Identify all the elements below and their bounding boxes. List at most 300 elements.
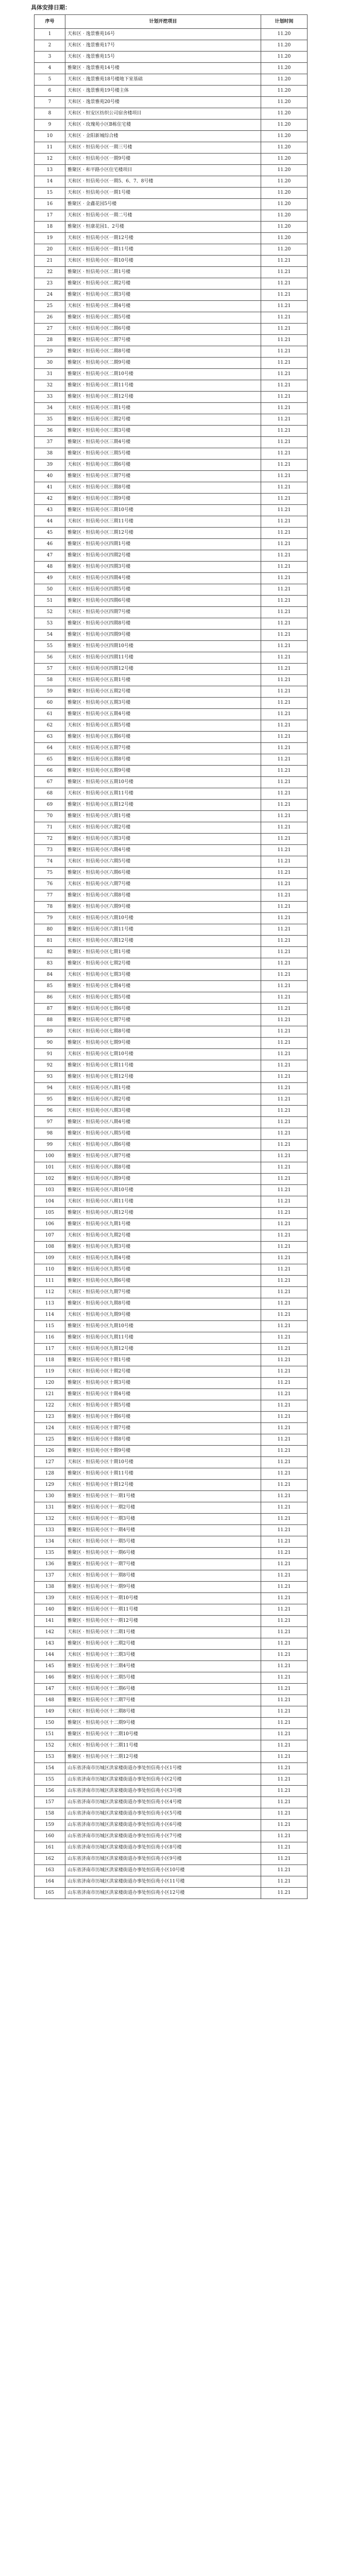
table-row <box>35 1060 308 1072</box>
row-index: 31 <box>35 369 65 380</box>
row-project: 天和区 · 恒信苑小区二期6号楼 <box>65 324 261 335</box>
row-project: 雅聚区 · 恒信苑小区八期2号楼 <box>65 1094 261 1106</box>
table-row <box>35 210 308 222</box>
row-date: 11.21 <box>261 754 308 766</box>
row-index: 118 <box>35 1355 65 1366</box>
row-date: 11.21 <box>261 426 308 437</box>
table-row <box>35 1310 308 1321</box>
table-row <box>35 856 308 868</box>
table-row <box>35 992 308 1004</box>
row-project: 雅聚区 · 恒信苑小区三期2号楼 <box>65 414 261 426</box>
row-index: 32 <box>35 380 65 392</box>
row-index: 49 <box>35 573 65 584</box>
table-row <box>35 732 308 743</box>
table-row <box>35 1831 308 1842</box>
table-body <box>35 29 308 1899</box>
row-project: 雅聚区 · 恒信苑小区二期10号楼 <box>65 369 261 380</box>
table-row <box>35 1026 308 1038</box>
table-row <box>35 74 308 86</box>
row-project: 天和区 · 恒信苑小区五期7号楼 <box>65 743 261 754</box>
row-date: 11.21 <box>261 811 308 822</box>
table-row <box>35 743 308 754</box>
row-index: 95 <box>35 1094 65 1106</box>
row-date: 11.21 <box>261 1230 308 1242</box>
table-row <box>35 358 308 369</box>
row-index: 76 <box>35 879 65 890</box>
row-index: 136 <box>35 1559 65 1570</box>
row-date: 11.21 <box>261 1446 308 1457</box>
row-date: 11.21 <box>261 1287 308 1298</box>
table-row <box>35 233 308 244</box>
row-index: 24 <box>35 290 65 301</box>
row-project: 天和区 · 恒信苑小区十期10号楼 <box>65 1457 261 1468</box>
row-index: 146 <box>35 1672 65 1684</box>
row-date: 11.21 <box>261 1389 308 1400</box>
table-row <box>35 1400 308 1412</box>
row-date: 11.21 <box>261 403 308 414</box>
row-date: 11.21 <box>261 1740 308 1752</box>
row-project: 雅聚区 · 恒信苑小区六期1号楼 <box>65 811 261 822</box>
row-date: 11.21 <box>261 618 308 630</box>
row-date: 11.21 <box>261 290 308 301</box>
table-row <box>35 902 308 913</box>
table-row <box>35 936 308 947</box>
row-date: 11.21 <box>261 369 308 380</box>
row-project: 雅聚区 · 恒信苑小区二期2号楼 <box>65 278 261 290</box>
row-date: 11.21 <box>261 822 308 834</box>
row-project: 雅聚区 · 恒信苑小区五期12号楼 <box>65 800 261 811</box>
table-row <box>35 596 308 607</box>
table-row <box>35 573 308 584</box>
table-row <box>35 1457 308 1468</box>
table-row <box>35 1174 308 1185</box>
row-date: 11.21 <box>261 562 308 573</box>
row-project: 天和区 · 玫瑰苑小区B栋住宅楼 <box>65 120 261 131</box>
row-index: 100 <box>35 1151 65 1162</box>
row-index: 93 <box>35 1072 65 1083</box>
table-row <box>35 97 308 108</box>
row-index: 120 <box>35 1378 65 1389</box>
row-date: 11.21 <box>261 1876 308 1888</box>
row-index: 91 <box>35 1049 65 1060</box>
table-row <box>35 1253 308 1264</box>
row-index: 75 <box>35 868 65 879</box>
table-row <box>35 244 308 256</box>
table-row <box>35 142 308 154</box>
row-date: 11.21 <box>261 879 308 890</box>
table-row <box>35 777 308 788</box>
row-index: 5 <box>35 74 65 86</box>
row-date: 11.21 <box>261 505 308 516</box>
table-row <box>35 1015 308 1026</box>
row-date: 11.21 <box>261 845 308 856</box>
row-date: 11.21 <box>261 1616 308 1627</box>
row-index: 125 <box>35 1434 65 1446</box>
row-index: 58 <box>35 675 65 686</box>
row-date: 11.21 <box>261 1536 308 1548</box>
row-index: 107 <box>35 1230 65 1242</box>
table-row <box>35 86 308 97</box>
table-row <box>35 652 308 664</box>
table-row <box>35 1786 308 1797</box>
row-index: 8 <box>35 108 65 120</box>
row-index: 48 <box>35 562 65 573</box>
row-date: 11.21 <box>261 1684 308 1695</box>
row-project: 雅聚区 · 恒信苑小区三期5号楼 <box>65 448 261 460</box>
row-date: 11.21 <box>261 1638 308 1650</box>
row-index: 126 <box>35 1446 65 1457</box>
table-row <box>35 1242 308 1253</box>
table-row <box>35 267 308 278</box>
row-date: 11.21 <box>261 584 308 596</box>
row-date: 11.21 <box>261 1604 308 1616</box>
row-date: 11.21 <box>261 686 308 698</box>
row-date: 11.21 <box>261 1854 308 1865</box>
row-project: 雅聚区 · 恒信苑小区六期8号楼 <box>65 890 261 902</box>
table-row <box>35 1604 308 1616</box>
row-index: 66 <box>35 766 65 777</box>
row-project: 天和区 · 逸景雅苑15号 <box>65 52 261 63</box>
row-project: 天和区 · 恒信苑小区三期11号楼 <box>65 516 261 528</box>
row-date: 11.21 <box>261 1219 308 1230</box>
table-row <box>35 607 308 618</box>
row-project: 天和区 · 恒信苑小区九期9号楼 <box>65 1310 261 1321</box>
row-date: 11.21 <box>261 392 308 403</box>
row-index: 38 <box>35 448 65 460</box>
table-row <box>35 1593 308 1604</box>
row-project: 雅聚区 · 恒信苑小区十二期2号楼 <box>65 1638 261 1650</box>
row-index: 37 <box>35 437 65 448</box>
table-row <box>35 1083 308 1094</box>
row-project: 雅聚区 · 恒信苑小区十二期7号楼 <box>65 1695 261 1706</box>
table-row <box>35 1888 308 1899</box>
row-date: 11.21 <box>261 482 308 494</box>
row-date: 11.20 <box>261 131 308 142</box>
row-date: 11.21 <box>261 607 308 618</box>
row-index: 145 <box>35 1661 65 1672</box>
table-row <box>35 1366 308 1378</box>
row-project: 天和区 · 恒信苑小区七期10号楼 <box>65 1049 261 1060</box>
table-row <box>35 1434 308 1446</box>
row-project: 天和区 · 恒信苑小区三期1号楼 <box>65 403 261 414</box>
table-row <box>35 1616 308 1627</box>
table-row <box>35 108 308 120</box>
row-project: 雅聚区 · 恒信苑小区十一期6号楼 <box>65 1548 261 1559</box>
row-date: 11.21 <box>261 596 308 607</box>
row-date: 11.21 <box>261 1865 308 1876</box>
table-row <box>35 754 308 766</box>
row-project: 雅聚区 · 恒信苑小区十一期2号楼 <box>65 1502 261 1514</box>
row-date: 11.21 <box>261 1627 308 1638</box>
row-project: 雅聚区 · 恒信苑小区十二期10号楼 <box>65 1729 261 1740</box>
row-project: 雅聚区 · 恒信苑小区八期5号楼 <box>65 1128 261 1140</box>
row-index: 79 <box>35 913 65 924</box>
row-project: 雅聚区 · 恒信苑小区十一期4号楼 <box>65 1525 261 1536</box>
table-row <box>35 1480 308 1491</box>
row-project: 雅聚区 · 恒信苑小区二期3号楼 <box>65 290 261 301</box>
row-date: 11.21 <box>261 267 308 278</box>
table-row <box>35 448 308 460</box>
row-date: 11.21 <box>261 1559 308 1570</box>
row-index: 11 <box>35 142 65 154</box>
table-row <box>35 199 308 210</box>
row-project: 雅聚区 · 恒信苑小区四期10号楼 <box>65 641 261 652</box>
row-date: 11.20 <box>261 210 308 222</box>
row-date: 11.21 <box>261 709 308 720</box>
table-row <box>35 1638 308 1650</box>
table-row <box>35 913 308 924</box>
row-date: 11.21 <box>261 1831 308 1842</box>
table-row <box>35 278 308 290</box>
table-row <box>35 1264 308 1276</box>
row-date: 11.21 <box>261 1332 308 1344</box>
row-project: 雅聚区 · 恒信苑小区十期6号楼 <box>65 1412 261 1423</box>
row-index: 103 <box>35 1185 65 1196</box>
row-date: 11.21 <box>261 1310 308 1321</box>
row-index: 3 <box>35 52 65 63</box>
row-date: 11.21 <box>261 1049 308 1060</box>
row-date: 11.21 <box>261 1253 308 1264</box>
table-row <box>35 1514 308 1525</box>
row-date: 11.20 <box>261 188 308 199</box>
row-project: 天和区 · 恒信苑小区八期8号楼 <box>65 1162 261 1174</box>
table-row <box>35 1185 308 1196</box>
table-row <box>35 766 308 777</box>
row-project: 雅聚区 · 恒信苑小区五期10号楼 <box>65 777 261 788</box>
row-date: 11.21 <box>261 1174 308 1185</box>
row-index: 55 <box>35 641 65 652</box>
row-date: 11.20 <box>261 86 308 97</box>
table-row <box>35 29 308 40</box>
table-row <box>35 845 308 856</box>
row-date: 11.21 <box>261 380 308 392</box>
row-date: 11.21 <box>261 1570 308 1582</box>
row-index: 106 <box>35 1219 65 1230</box>
table-row <box>35 618 308 630</box>
table-row <box>35 1412 308 1423</box>
row-index: 122 <box>35 1400 65 1412</box>
row-date: 11.21 <box>261 1344 308 1355</box>
row-index: 28 <box>35 335 65 346</box>
table-row <box>35 1695 308 1706</box>
row-index: 137 <box>35 1570 65 1582</box>
row-project: 天和区 · 恒信苑小区十二期11号楼 <box>65 1740 261 1752</box>
row-index: 156 <box>35 1786 65 1797</box>
row-index: 128 <box>35 1468 65 1480</box>
row-index: 92 <box>35 1060 65 1072</box>
row-date: 11.21 <box>261 856 308 868</box>
row-project: 天和区 · 逸景雅苑19号楼主体 <box>65 86 261 97</box>
row-index: 9 <box>35 120 65 131</box>
row-date: 11.21 <box>261 528 308 539</box>
row-project: 雅聚区 · 恒信苑小区二期11号楼 <box>65 380 261 392</box>
row-date: 11.21 <box>261 947 308 958</box>
row-index: 6 <box>35 86 65 97</box>
row-project: 雅聚区 · 恒信苑小区九期8号楼 <box>65 1298 261 1310</box>
table-row <box>35 120 308 131</box>
row-index: 151 <box>35 1729 65 1740</box>
row-date: 11.21 <box>261 1888 308 1899</box>
row-date: 11.20 <box>261 154 308 165</box>
row-date: 11.21 <box>261 743 308 754</box>
row-index: 155 <box>35 1774 65 1786</box>
row-date: 11.21 <box>261 675 308 686</box>
row-project: 天和区 · 恒信苑小区十期12号楼 <box>65 1480 261 1491</box>
row-index: 148 <box>35 1695 65 1706</box>
row-date: 11.21 <box>261 1026 308 1038</box>
row-index: 43 <box>35 505 65 516</box>
row-project: 雅聚区 · 恒信苑小区五期3号楼 <box>65 698 261 709</box>
row-project: 山东省济南市历城区洪家楼街道办事处恒信苑小区5号楼 <box>65 1808 261 1820</box>
row-index: 115 <box>35 1321 65 1332</box>
row-date: 11.21 <box>261 1650 308 1661</box>
row-project: 雅聚区 · 恒信苑小区七期9号楼 <box>65 1038 261 1049</box>
table-row <box>35 63 308 74</box>
row-date: 11.21 <box>261 312 308 324</box>
row-index: 45 <box>35 528 65 539</box>
row-index: 81 <box>35 936 65 947</box>
row-date: 11.21 <box>261 1140 308 1151</box>
row-date: 11.21 <box>261 698 308 709</box>
row-date: 11.21 <box>261 516 308 528</box>
row-project: 雅聚区 · 恒信苑小区四期3号楼 <box>65 562 261 573</box>
row-index: 23 <box>35 278 65 290</box>
row-index: 135 <box>35 1548 65 1559</box>
row-project: 雅聚区 · 恒信苑小区七期11号楼 <box>65 1060 261 1072</box>
row-date: 11.21 <box>261 1378 308 1389</box>
row-project: 雅聚区 · 恒信苑小区三期3号楼 <box>65 426 261 437</box>
table-row <box>35 879 308 890</box>
row-index: 88 <box>35 1015 65 1026</box>
row-date: 11.21 <box>261 358 308 369</box>
row-date: 11.21 <box>261 346 308 358</box>
row-index: 44 <box>35 516 65 528</box>
row-index: 51 <box>35 596 65 607</box>
table-row <box>35 1650 308 1661</box>
table-row <box>35 505 308 516</box>
row-date: 11.20 <box>261 244 308 256</box>
row-date: 11.21 <box>261 1038 308 1049</box>
row-project: 山东省济南市历城区洪家楼街道办事处恒信苑小区6号楼 <box>65 1820 261 1831</box>
row-project: 天和区 · 恒信苑小区一期10号楼 <box>65 256 261 267</box>
table-row <box>35 1820 308 1831</box>
row-date: 11.21 <box>261 1298 308 1310</box>
row-index: 36 <box>35 426 65 437</box>
row-index: 25 <box>35 301 65 312</box>
row-date: 11.21 <box>261 641 308 652</box>
row-index: 141 <box>35 1616 65 1627</box>
table-row <box>35 1570 308 1582</box>
row-project: 雅聚区 · 恒信苑小区十期3号楼 <box>65 1378 261 1389</box>
row-date: 11.20 <box>261 97 308 108</box>
row-project: 山东省济南市历城区洪家楼街道办事处恒信苑小区8号楼 <box>65 1842 261 1854</box>
row-project: 山东省济南市历城区洪家楼街道办事处恒信苑小区12号楼 <box>65 1888 261 1899</box>
row-project: 天和区 · 恒信苑小区六期5号楼 <box>65 856 261 868</box>
row-project: 雅聚区 · 金鑫花园5号楼 <box>65 199 261 210</box>
row-project: 天和区 · 恒信苑小区十一期10号楼 <box>65 1593 261 1604</box>
row-project: 雅聚区 · 逸景雅苑14号楼 <box>65 63 261 74</box>
row-project: 山东省济南市历城区洪家楼街道办事处恒信苑小区9号楼 <box>65 1854 261 1865</box>
row-date: 11.21 <box>261 890 308 902</box>
row-index: 117 <box>35 1344 65 1355</box>
row-date: 11.20 <box>261 120 308 131</box>
row-project: 天和区 · 恒信苑小区九期12号楼 <box>65 1344 261 1355</box>
row-project: 天和区 · 恒信苑小区四期7号楼 <box>65 607 261 618</box>
row-date: 11.21 <box>261 1151 308 1162</box>
row-project: 雅聚区 · 恒信苑小区十二期9号楼 <box>65 1718 261 1729</box>
row-date: 11.21 <box>261 278 308 290</box>
table-row <box>35 1321 308 1332</box>
row-date: 11.21 <box>261 958 308 970</box>
table-row <box>35 1808 308 1820</box>
table-row <box>35 528 308 539</box>
table-row <box>35 1140 308 1151</box>
table-row <box>35 1004 308 1015</box>
row-index: 111 <box>35 1276 65 1287</box>
column-header-date: 计划时间 <box>261 15 308 29</box>
row-date: 11.21 <box>261 460 308 471</box>
row-project: 雅聚区 · 恒信苑小区三期9号楼 <box>65 494 261 505</box>
row-date: 11.21 <box>261 1774 308 1786</box>
table-row <box>35 131 308 142</box>
table-row <box>35 630 308 641</box>
row-date: 11.21 <box>261 788 308 800</box>
table-row <box>35 426 308 437</box>
table-row <box>35 222 308 233</box>
row-date: 11.21 <box>261 1015 308 1026</box>
table-row <box>35 1865 308 1876</box>
row-date: 11.21 <box>261 1502 308 1514</box>
row-project: 山东省济南市历城区洪家楼街道办事处恒信苑小区7号楼 <box>65 1831 261 1842</box>
table-row <box>35 176 308 188</box>
table-row <box>35 460 308 471</box>
row-index: 63 <box>35 732 65 743</box>
table-row <box>35 1718 308 1729</box>
row-date: 11.21 <box>261 1661 308 1672</box>
table-row <box>35 1854 308 1865</box>
row-project: 雅聚区 · 恒信苑小区九期6号楼 <box>65 1276 261 1287</box>
row-project: 雅聚区 · 恒信苑小区十一期11号楼 <box>65 1604 261 1616</box>
row-date: 11.20 <box>261 222 308 233</box>
row-project: 雅聚区 · 恒信苑小区七期2号楼 <box>65 958 261 970</box>
row-index: 19 <box>35 233 65 244</box>
row-index: 143 <box>35 1638 65 1650</box>
row-date: 11.21 <box>261 1786 308 1797</box>
row-project: 雅聚区 · 恒信苑小区十期1号楼 <box>65 1355 261 1366</box>
row-project: 雅聚区 · 恒信苑小区十期4号楼 <box>65 1389 261 1400</box>
row-project: 雅聚区 · 恒信苑小区九期11号楼 <box>65 1332 261 1344</box>
row-project: 天和区 · 逸景雅苑20号楼 <box>65 97 261 108</box>
row-project: 雅聚区 · 恒信苑小区九期3号楼 <box>65 1242 261 1253</box>
row-index: 50 <box>35 584 65 596</box>
row-index: 39 <box>35 460 65 471</box>
row-project: 雅聚区 · 恒信苑小区四期1号楼 <box>65 539 261 550</box>
row-project: 雅聚区 · 恒康花园1、2号楼 <box>65 222 261 233</box>
row-date: 11.20 <box>261 108 308 120</box>
row-date: 11.21 <box>261 981 308 992</box>
row-date: 11.20 <box>261 52 308 63</box>
row-date: 11.21 <box>261 1797 308 1808</box>
row-project: 天和区 · 恒信苑小区八期1号楼 <box>65 1083 261 1094</box>
table-row <box>35 811 308 822</box>
row-index: 124 <box>35 1423 65 1434</box>
schedule-table <box>34 14 308 1899</box>
row-index: 142 <box>35 1627 65 1638</box>
row-index: 60 <box>35 698 65 709</box>
row-project: 天和区 · 逸景雅苑17号 <box>65 40 261 52</box>
table-row <box>35 686 308 698</box>
row-project: 雅聚区 · 恒信苑小区六期4号楼 <box>65 845 261 856</box>
